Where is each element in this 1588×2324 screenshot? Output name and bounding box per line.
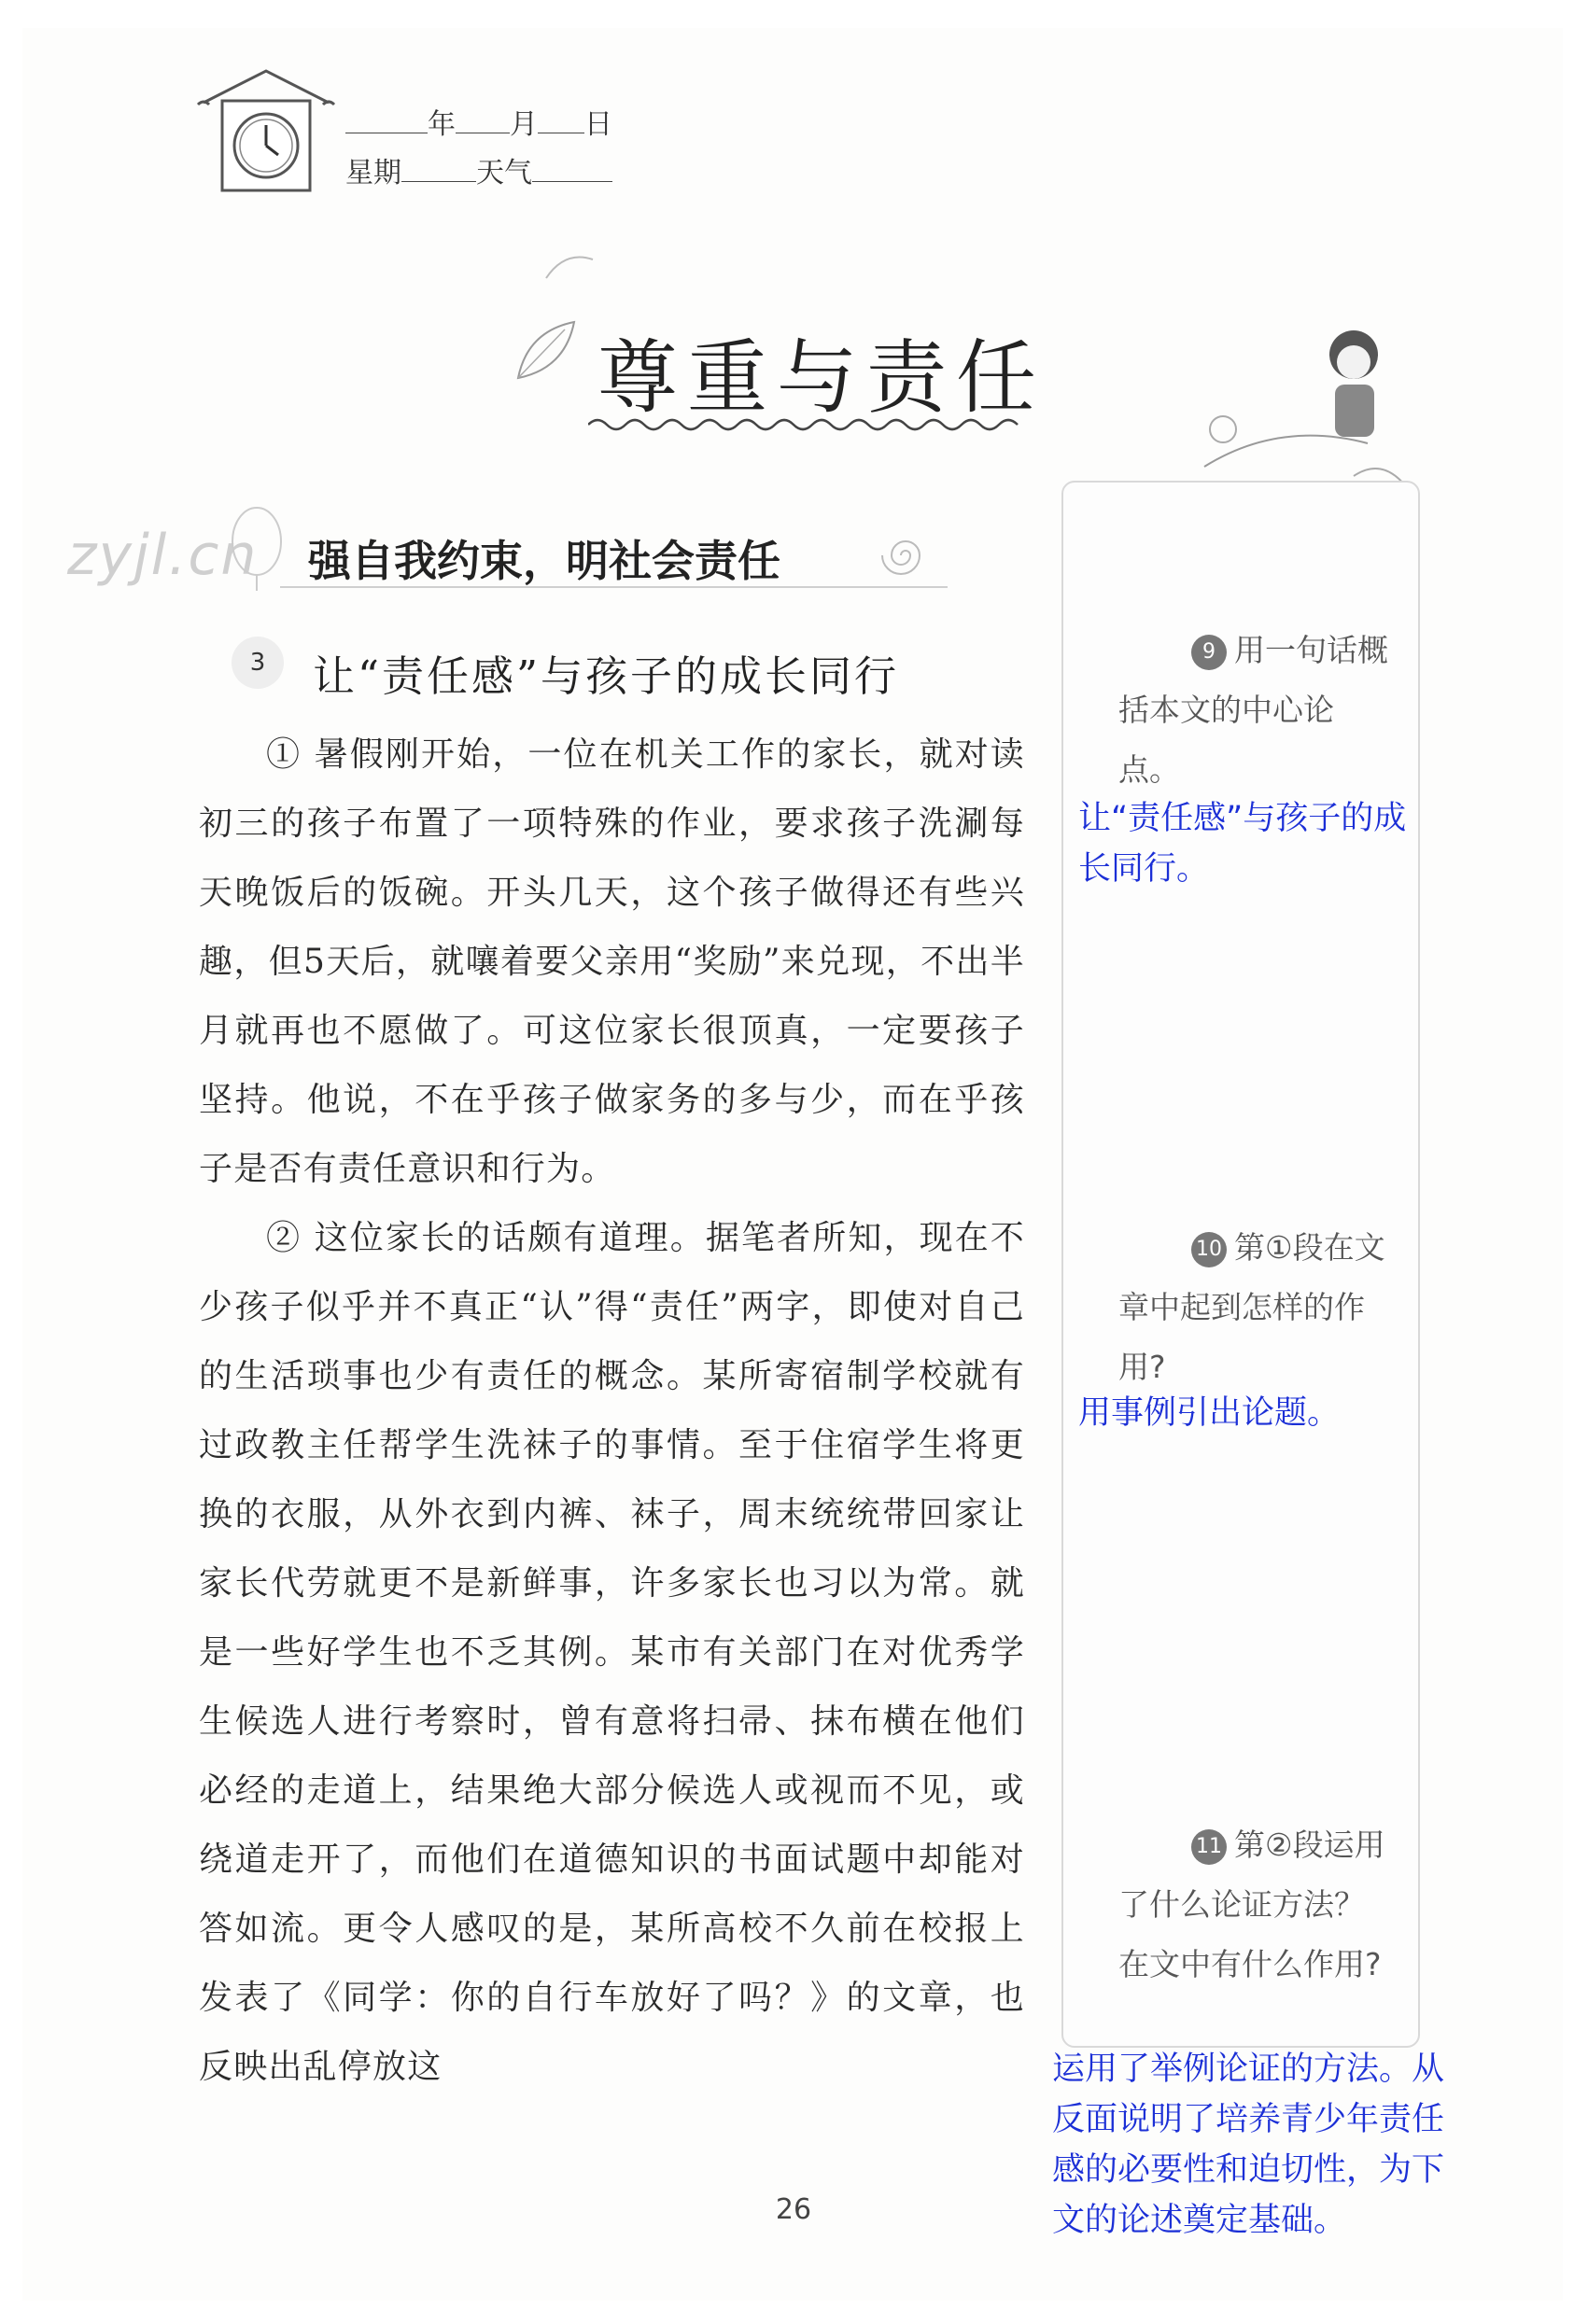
question-9-text: 用一句话概括本文的中心论点。 — [1118, 632, 1388, 788]
weekday-label: 星期 — [345, 157, 401, 189]
answer-11: 运用了举例论证的方法。从反面说明了培养青少年责任感的必要性和迫切性，为下文的论述奠定基础。 — [1052, 2051, 1445, 2239]
question-9-number-badge: 9 — [1191, 635, 1227, 670]
paragraph-2: ② 这位家长的话颇有道理。据笔者所知，现在不少孩子似乎并不真正“认”得“责任”两字，即使对自己的生活琐事也少有责任的概念。某所寄宿制学校就有过政教主任帮学生洗袜子的事情。至于住宿学生将更换的衣服，从外衣到内裤、袜子，周末统统带回家让家长代劳就更不是新鲜事，许多家长也习以为常。就是一些好学生也不乏其例。某市有关部门在对优秀学生候选人进行考察时，曾有意将扫帚、抹布横在他们必经的走道上，结果绝大部分候选人或视而不见，或绕道走开了，而他们在道德知识的书面试题中却能对答如流。更令人感叹的是，某所高校不久前在校报上发表了《同学：你的自行车放好了吗？》的文章，也反映出乱停放这 — [199, 1219, 1025, 2086]
small-leaf-icon — [541, 250, 597, 287]
weather-label: 天气 — [476, 157, 532, 189]
question-11-number-badge: 11 — [1191, 1829, 1227, 1865]
article-body — [199, 721, 1025, 2102]
month-label: 月 — [510, 108, 538, 141]
article-number-badge: 3 — [232, 637, 284, 689]
watermark: zyjl.cn — [67, 523, 259, 588]
clock-house-icon — [196, 67, 336, 198]
section-heading: 强自我约束，明社会责任 — [308, 536, 780, 586]
question-9 — [1118, 621, 1389, 800]
weekday-row — [345, 149, 612, 198]
page-number: 26 — [775, 2193, 812, 2226]
question-10 — [1118, 1218, 1389, 1397]
lantern-icon — [224, 499, 289, 593]
swirl-icon — [873, 532, 938, 579]
date-fields — [345, 101, 612, 198]
heading-divider — [280, 586, 948, 588]
year-label: 年 — [428, 108, 456, 141]
question-10-text: 第①段在文章中起到怎样的作用? — [1118, 1229, 1385, 1385]
date-row — [345, 101, 612, 149]
weather-blank[interactable] — [532, 159, 612, 182]
answer-10: 用事例引出论题。 — [1078, 1394, 1341, 1432]
weekday-blank[interactable] — [401, 159, 476, 182]
question-11-text: 第②段运用了什么论证方法？在文中有什么作用? — [1118, 1827, 1385, 1982]
year-blank[interactable] — [345, 110, 428, 133]
paragraph-1: ① 暑假刚开始，一位在机关工作的家长，就对读初三的孩子布置了一项特殊的作业，要求孩子洗涮每天晚饭后的饭碗。开头几天，这个孩子做得还有些兴趣，但5天后，就嚷着要父亲用“奖励”来兑现，不出半月就再也不愿做了。可这位家长很顶真，一定要孩子坚持。他说，不在乎孩子做家务的多与少，而在乎孩子是否有责任意识和行为。 — [199, 735, 1025, 1188]
page-title: 尊重与责任 — [597, 331, 1046, 425]
day-label: 日 — [584, 108, 612, 141]
month-blank[interactable] — [456, 110, 510, 133]
answer-9: 让“责任感”与孩子的成长同行。 — [1078, 800, 1407, 888]
question-11 — [1118, 1815, 1389, 1995]
title-wave-divider — [588, 415, 1027, 434]
question-10-number-badge: 10 — [1191, 1232, 1227, 1267]
leaf-icon — [509, 313, 588, 397]
day-blank[interactable] — [538, 110, 584, 133]
article-title: 让“责任感”与孩子的成长同行 — [313, 651, 900, 701]
